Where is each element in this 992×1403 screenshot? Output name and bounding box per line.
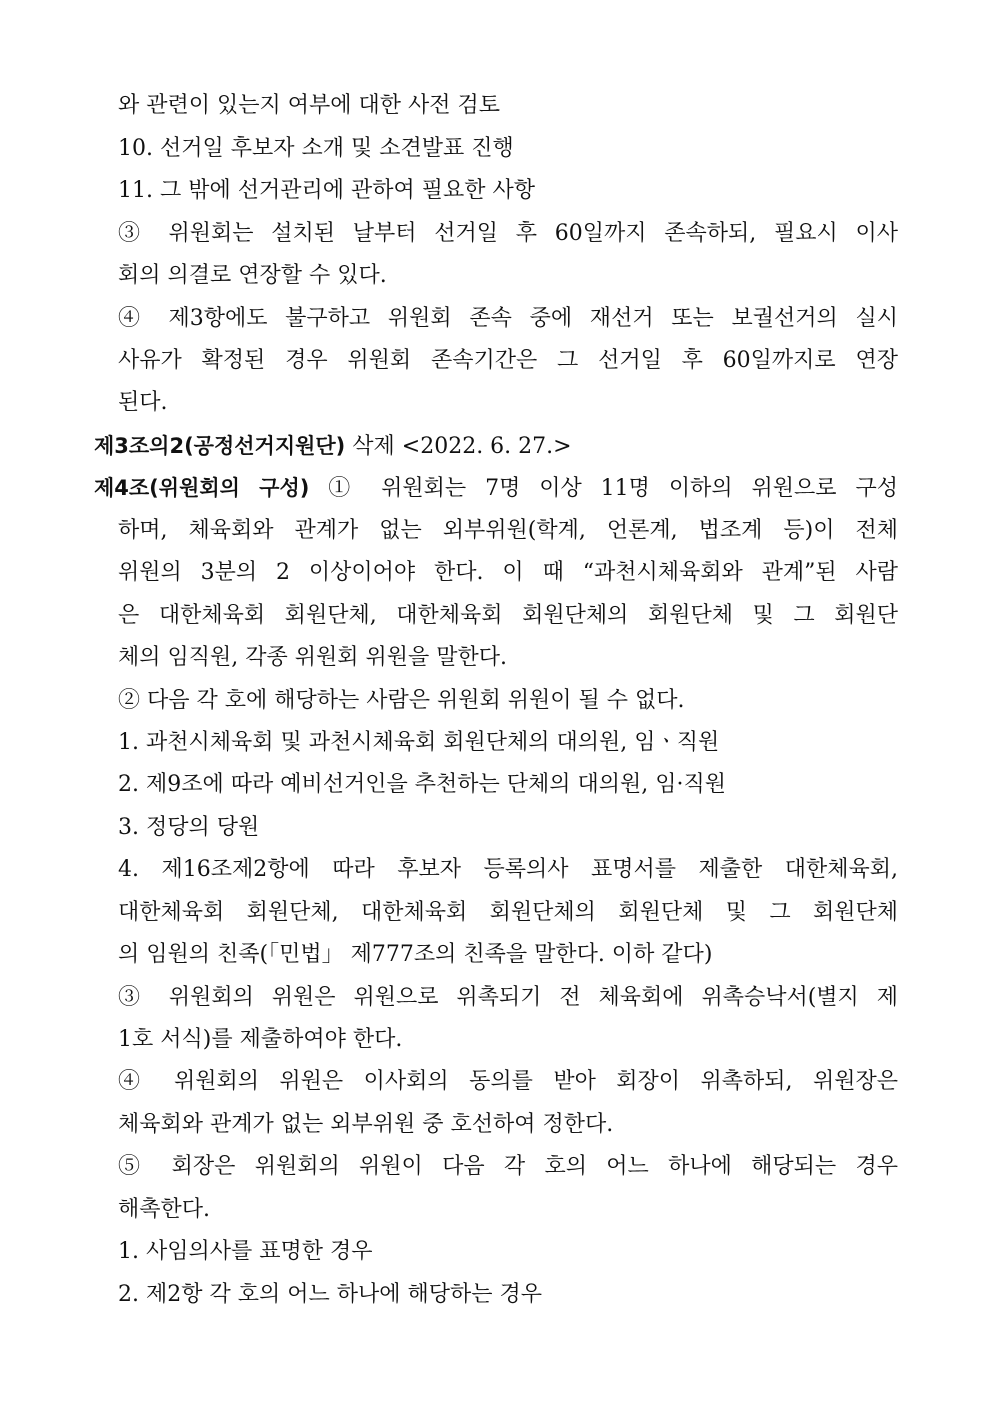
text-line: 해촉한다. — [118, 1197, 211, 1222]
text-line: 사유가 확정된 경우 위원회 존속기간은 그 선거일 후 60일까지로 연장 — [118, 348, 898, 373]
text-line: 하며, 체육회와 관계가 없는 외부위원(학계, 언론계, 법조계 등)이 전체 — [118, 518, 898, 543]
text-line: ② 다음 각 호에 해당하는 사람은 위원회 위원이 될 수 없다. — [118, 688, 685, 713]
text-line: 1. 과천시체육회 및 과천시체육회 회원단체의 대의원, 임ㆍ직원 — [118, 730, 720, 755]
text-line: 2. 제2항 각 호의 어느 하나에 해당하는 경우 — [118, 1282, 542, 1307]
text-line: 체의 임직원, 각종 위원회 위원을 말한다. — [118, 645, 507, 670]
text-line: 의 임원의 친족(「민법」 제777조의 친족을 말한다. 이하 같다) — [118, 942, 713, 967]
text-line: 11. 그 밖에 선거관리에 관하여 필요한 사항 — [118, 178, 535, 203]
article-3-2 — [94, 430, 898, 462]
text-line: ③ 위원회의 위원은 위원으로 위촉되기 전 체육회에 위촉승낙서(별지 제 — [118, 985, 898, 1010]
article-text: ① 위원회는 7명 이상 11명 이하의 위원으로 구성 — [309, 476, 898, 501]
text-line: ③ 위원회는 설치된 날부터 선거일 후 60일까지 존속하되, 필요시 이사 — [118, 221, 898, 246]
text-line: 1호 서식)를 제출하여야 한다. — [118, 1027, 403, 1052]
text-line: 와 관련이 있는지 여부에 대한 사전 검토 — [118, 93, 500, 118]
text-line: 2. 제9조에 따라 예비선거인을 추천하는 단체의 대의원, 임·직원 — [118, 772, 726, 797]
text-line: 대한체육회 회원단체, 대한체육회 회원단체의 회원단체 및 그 회원단체 — [118, 900, 898, 925]
text-line: ④ 제3항에도 불구하고 위원회 존속 중에 재선거 또는 보궐선거의 실시 — [118, 306, 898, 331]
text-line: 회의 의결로 연장할 수 있다. — [118, 263, 387, 288]
text-line: ⑤ 회장은 위원회의 위원이 다음 각 호의 어느 하나에 해당되는 경우 — [118, 1154, 898, 1179]
text-line: 위원의 3분의 2 이상이어야 한다. 이 때 “과천시체육회와 관계”된 사람 — [118, 560, 898, 585]
article-text: 삭제 <2022. 6. 27.> — [345, 434, 572, 459]
article-4 — [94, 472, 898, 504]
text-line: 10. 선거일 후보자 소개 및 소견발표 진행 — [118, 136, 514, 161]
text-line: 체육회와 관계가 없는 외부위원 중 호선하여 정한다. — [118, 1112, 614, 1137]
text-line: 은 대한체육회 회원단체, 대한체육회 회원단체의 회원단체 및 그 회원단 — [118, 603, 898, 628]
text-line: 된다. — [118, 390, 168, 415]
article-heading: 제4조(위원회의 구성) — [94, 476, 310, 500]
article-heading: 제3조의2(공정선거지원단) — [94, 434, 346, 458]
text-line: 4. 제16조제2항에 따라 후보자 등록의사 표명서를 제출한 대한체육회, — [118, 857, 898, 882]
text-line: ④ 위원회의 위원은 이사회의 동의를 받아 회장이 위촉하되, 위원장은 — [118, 1069, 898, 1094]
text-line: 3. 정당의 당원 — [118, 815, 260, 840]
text-line: 1. 사임의사를 표명한 경우 — [118, 1239, 373, 1264]
